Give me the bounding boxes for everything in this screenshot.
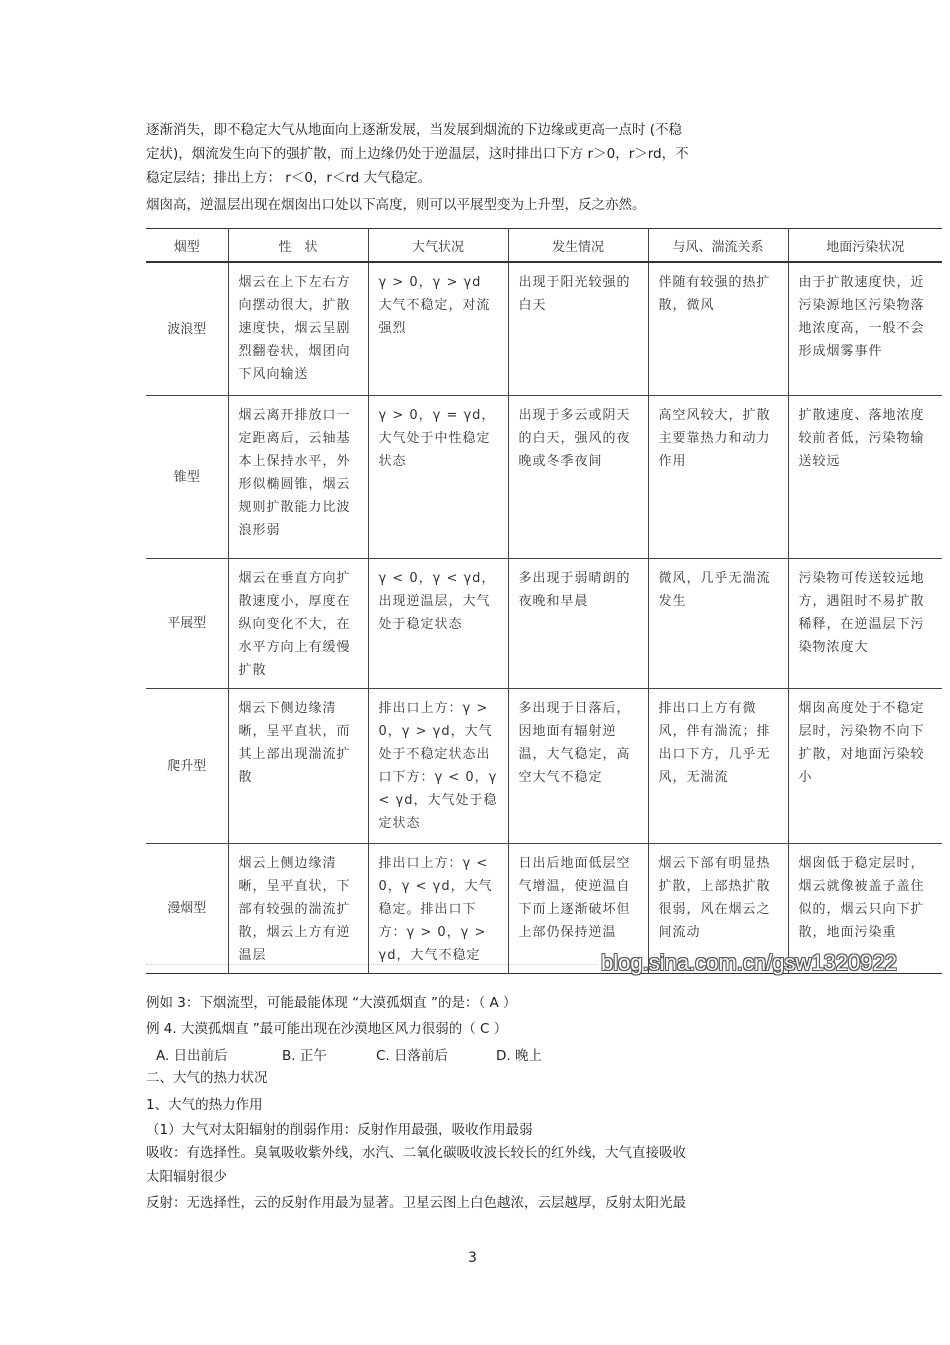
body-paragraph: （1）大气对太阳辐射的削弱作用：反射作用最强，吸收作用最弱 xyxy=(146,1122,533,1138)
option-b: B. 正午 xyxy=(282,1048,327,1064)
wind-cell: 烟云下部有明显热扩散，上部热扩散很弱，风在烟云之间流动 xyxy=(648,844,788,974)
header-cell: 烟型 xyxy=(146,229,228,263)
table-row xyxy=(146,689,942,844)
pollution-cell: 烟囱低于稳定层时，烟云就像被盖子盖住似的，烟云只向下扩散，地面污染重 xyxy=(788,844,942,974)
subsection-heading: 1、大气的热力作用 xyxy=(146,1097,263,1113)
trait-cell: 烟云离开排放口一定距离后，云轴基本上保持水平，外形似椭圆锥，烟云规则扩散能力比波浪形弱 xyxy=(228,396,368,559)
intro-line-4: 烟囱高，逆温层出现在烟囱出口处以下高度，则可以平展型变为上升型，反之亦然。 xyxy=(146,197,646,213)
trait-cell: 烟云在垂直方向扩散速度小，厚度在纵向变化不大，在水平方向上有缓慢扩散 xyxy=(228,559,368,689)
pollution-cell: 扩散速度、落地浓度较前者低，污染物输送较远 xyxy=(788,396,942,559)
wind-cell: 微风，几乎无湍流发生 xyxy=(648,559,788,689)
table-header-row xyxy=(146,229,942,263)
body-paragraph: 太阳辐射很少 xyxy=(146,1169,227,1185)
example-3: 例如 3：下烟流型，可能最能体现 “大漠孤烟直 ”的是：（ A ） xyxy=(146,995,517,1011)
atmos-cell: γ < 0，γ < γd，出现逆温层，大气处于稳定状态 xyxy=(368,559,508,689)
section-heading: 二、大气的热力状况 xyxy=(146,1070,268,1086)
atmos-cell: γ > 0，γ > γd 大气不稳定，对流强烈 xyxy=(368,262,508,396)
atmos-cell: 排出口上方：γ < 0，γ < γd，大气稳定。排出口下方：γ > 0，γ > γd，大气不稳定 xyxy=(368,844,508,974)
body-paragraph: 反射：无选择性，云的反射作用最为显著。卫星云图上白色越浓，云层越厚，反射太阳光最 xyxy=(146,1195,686,1211)
occur-cell: 日出后地面低层空气增温，使逆温自下而上逐渐破坏但上部仍保持逆温 xyxy=(508,844,648,974)
intro-line-2: 定状)，烟流发生向下的强扩散，而上边缘仍处于逆温层，这时排出口下方 r＞0，r＞rd，不 xyxy=(146,146,689,162)
divider xyxy=(146,964,596,965)
pollution-cell: 污染物可传送较远地方，遇阻时不易扩散稀释，在逆温层下污染物浓度大 xyxy=(788,559,942,689)
trait-cell: 烟云下侧边缘清晰，呈平直状，而其上部出现湍流扩散 xyxy=(228,689,368,844)
trait-cell: 烟云上侧边缘清晰，呈平直状，下部有较强的湍流扩散，烟云上方有逆温层 xyxy=(228,844,368,974)
header-cell: 与风、湍流关系 xyxy=(648,229,788,263)
intro-line-1: 逐渐消失，即不稳定大气从地面向上逐渐发展，当发展到烟流的下边缘或更高一点时 (不稳 xyxy=(146,122,683,138)
wind-cell: 高空风较大，扩散主要靠热力和动力作用 xyxy=(648,396,788,559)
header-cell: 地面污染状况 xyxy=(788,229,942,263)
occur-cell: 多出现于弱晴朗的夜晚和早晨 xyxy=(508,559,648,689)
type-cell: 漫烟型 xyxy=(146,844,228,974)
wind-cell: 排出口上方有微风，伴有湍流；排出口下方，几乎无风，无湍流 xyxy=(648,689,788,844)
table-row xyxy=(146,262,942,396)
atmos-cell: γ > 0，γ = γd，大气处于中性稳定状态 xyxy=(368,396,508,559)
intro-line-3: 稳定层结；排出上方： r＜0，r＜rd 大气稳定。 xyxy=(146,170,432,186)
pollution-cell: 烟囱高度处于不稳定层时，污染物不向下扩散，对地面污染较小 xyxy=(788,689,942,844)
pollution-cell: 由于扩散速度快，近污染源地区污染物落地浓度高，一般不会形成烟雾事件 xyxy=(788,262,942,396)
header-cell: 大气状况 xyxy=(368,229,508,263)
table-row xyxy=(146,559,942,689)
wind-cell: 伴随有较强的热扩散，微风 xyxy=(648,262,788,396)
occur-cell: 出现于多云或阴天的白天，强风的夜晚或冬季夜间 xyxy=(508,396,648,559)
atmos-cell: 排出口上方：γ > 0，γ > γd，大气处于不稳定状态出口下方：γ < 0，γ < γd，大气处于稳定状态 xyxy=(368,689,508,844)
type-cell: 锥型 xyxy=(146,396,228,559)
blog-watermark: blog.sina.com.cn/gsw1320922 xyxy=(601,950,897,975)
body-paragraph: 吸收：有选择性。臭氧吸收紫外线，水汽、二氧化碳吸收波长较长的红外线，大气直接吸收 xyxy=(146,1145,686,1161)
occur-cell: 多出现于日落后，因地面有辐射逆温，大气稳定，高空大气不稳定 xyxy=(508,689,648,844)
option-c: C. 日落前后 xyxy=(376,1048,449,1064)
type-cell: 波浪型 xyxy=(146,262,228,396)
example-4: 例 4. 大漠孤烟直 ”最可能出现在沙漠地区风力很弱的（ C ） xyxy=(146,1021,508,1037)
type-cell: 平展型 xyxy=(146,559,228,689)
header-cell: 发生情况 xyxy=(508,229,648,263)
trait-cell: 烟云在上下左右方向摆动很大，扩散速度快，烟云呈剧烈翻卷状，烟团向下风向输送 xyxy=(228,262,368,396)
header-cell: 性 状 xyxy=(228,229,368,263)
option-d: D. 晚上 xyxy=(496,1048,542,1064)
table-row xyxy=(146,396,942,559)
option-a: A. 日出前后 xyxy=(156,1048,228,1064)
type-cell: 爬升型 xyxy=(146,689,228,844)
page-number: 3 xyxy=(468,1250,477,1266)
occur-cell: 出现于阳光较强的白天 xyxy=(508,262,648,396)
